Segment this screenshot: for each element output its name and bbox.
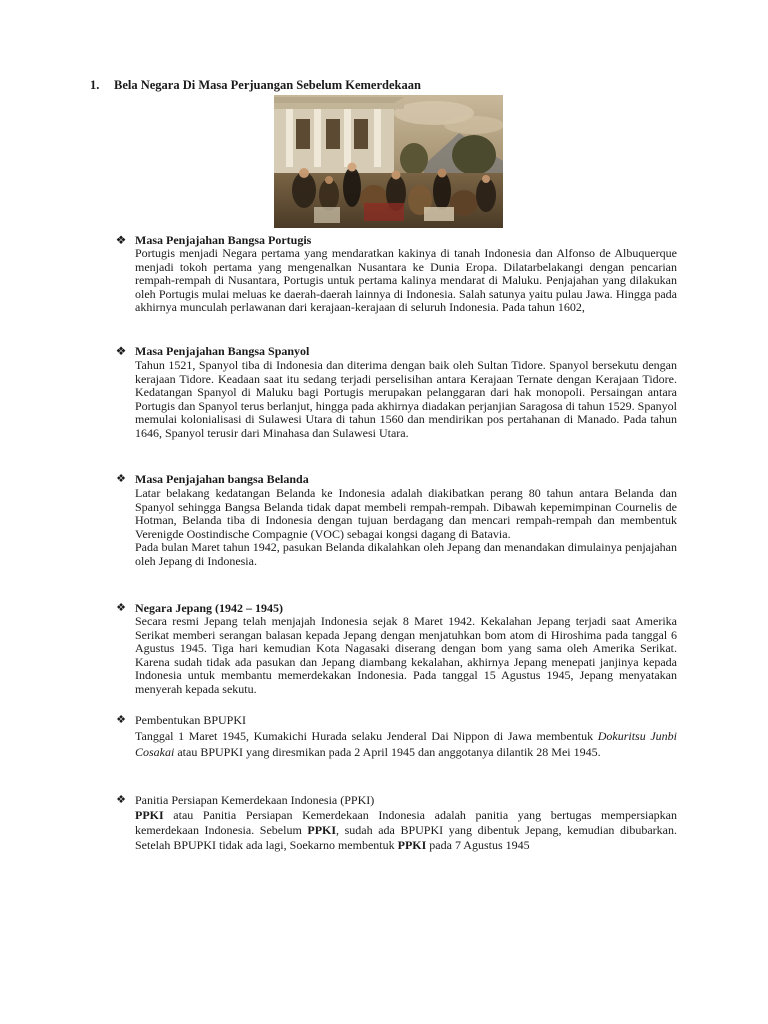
historical-painting-image: [274, 95, 503, 228]
section-title-jepang: Negara Jepang (1942 – 1945): [135, 601, 283, 615]
diamond-bullet-icon: ❖: [116, 714, 126, 726]
section-title-spanyol: Masa Penjajahan Bangsa Spanyol: [135, 344, 310, 358]
ppki-text-3: pada 7 Agustus 1945: [426, 838, 530, 852]
ppki-term: PPKI: [307, 823, 337, 837]
section-body-spanyol: Tahun 1521, Spanyol tiba di Indonesia dan diterima dengan baik oleh Sultan Tidore. Spanyol bersekutu dengan kerajaan Tidore. Keadaan saat itu sedang terjadi perselisihan antara Kerajaan Ternate dengan Kerajaan Tidore. Kedatangan Spanyol di Maluku bagi Portugis merupakan pelanggaran dari hak monopoli. Persaingan antara Portugis dan Spanyol terus berlanjut, hingga pada akhirnya diadakan perjanjian Saragosa di tahun 1529. Spanyol memulai kolonialisasi di Sulawesi Utara di tahun 1560 dan mendirikan pos pertahanan di Manado. Pada tahun 1646, Spanyol terusir dari Minahasa dan Sulawesi Utara.: [135, 358, 677, 440]
section-body-portugis: Portugis menjadi Negara pertama yang mendaratkan kakinya di tanah Indonesia dan Alfonso de Albuquerque menjadi tokoh pertama yang mengenalkan Nusantara ke Dunia Eropa. Dilatarbelakangi dengan pencarian rempah-rempah di Nusantara, Portugis untuk pertama kalinya mendarat di Maluku. Penjajahan yang dilakukan oleh Portugis mulai meluas ke daerah-daerah lainnya di Indonesia. Salah satunya yaitu pulau Jawa. Hingga pada akhirnya munculah perlawanan dari kerajaan-kerajaan di seluruh Indonesia. Pada tahun 1602,: [135, 246, 677, 315]
bpupki-text-pre: Tanggal 1 Maret 1945, Kumakichi Hurada selaku Jenderal Dai Nippon di Jawa membentuk: [135, 729, 598, 743]
ppki-term: PPKI: [397, 838, 427, 852]
diamond-bullet-icon: ❖: [116, 794, 126, 806]
section-title-bpupki: Pembentukan BPUPKI: [135, 713, 246, 727]
belanda-paragraph-1: Latar belakang kedatangan Belanda ke Indonesia adalah diakibatkan perang 80 tahun antara Belanda dan Spanyol sehingga Bangsa Belanda tidak dapat membeli rempah-rempah. Dibawah kepemimpinan Cournelis de Hotman, Belanda tiba di Indonesia dengan tujuan berdagang dan mencari rempah-rempah dan membentuk Verenigde Oostindische Compagnie (VOC) sebagai kongsi dagang di Batavia.: [135, 486, 677, 541]
section-title-ppki: Panitia Persiapan Kemerdekaan Indonesia (PPKI): [135, 793, 375, 807]
section-title-belanda: Masa Penjajahan bangsa Belanda: [135, 472, 309, 486]
heading-title: Bela Negara Di Masa Perjuangan Sebelum Kemerdekaan: [114, 78, 421, 92]
section-body-ppki: [135, 808, 677, 853]
diamond-bullet-icon: ❖: [116, 473, 126, 485]
bpupki-text-post: atau BPUPKI yang diresmikan pada 2 April 1945 dan anggotanya dilantik 28 Mei 1945.: [174, 745, 601, 759]
section-body-jepang: Secara resmi Jepang telah menjajah Indonesia sejak 8 Maret 1942. Kekalahan Jepang terjadi saat Amerika Serikat memberi serangan balasan kepada Jepang dengan menjatuhkan bom atom di Hiroshima pada tanggal 6 Agustus 1945. Tiga hari kemudian Kota Nagasaki diserang dengan bom yang sama oleh Amerika Serikat. Karena sudah tidak ada pasukan dan Jepang diambang kekalahan, akhirnya Jepang menepati janjinya kepada Indonesia untuk membantu memerdekakan Indonesia. Pada tanggal 15 Agustus 1945, Jepang menyatakan menyerah kepada sekutu.: [135, 614, 677, 696]
section-body-bpupki: [135, 728, 677, 760]
diamond-bullet-icon: ❖: [116, 602, 126, 614]
section-heading: [90, 78, 421, 93]
heading-number: 1.: [90, 78, 100, 92]
ppki-text-1: atau Panitia Persiapan Kemerdekaan Indonesia adalah panitia yang bertugas mempersiapkan kemerdekaan Indonesia. Sebelum: [135, 808, 677, 837]
diamond-bullet-icon: ❖: [115, 233, 127, 247]
ppki-term: PPKI: [135, 808, 164, 822]
bpupki-text-italic: Dokuritsu Junbi Cosakai: [135, 729, 677, 759]
section-title-portugis: Masa Penjajahan Bangsa Portugis: [135, 233, 312, 247]
ppki-text-2: , sudah ada BPUPKI yang dibentuk Jepang, kemudian dibubarkan. Setelah BPUPKI tidak ada lagi, Soekarno membentuk: [135, 823, 678, 852]
diamond-bullet-icon: ❖: [115, 344, 127, 358]
belanda-paragraph-2: Pada bulan Maret tahun 1942, pasukan Belanda dikalahkan oleh Jepang dan menandakan dimulainya penjajahan oleh Jepang di Indonesia.: [135, 540, 677, 568]
section-body-belanda: [135, 487, 677, 569]
